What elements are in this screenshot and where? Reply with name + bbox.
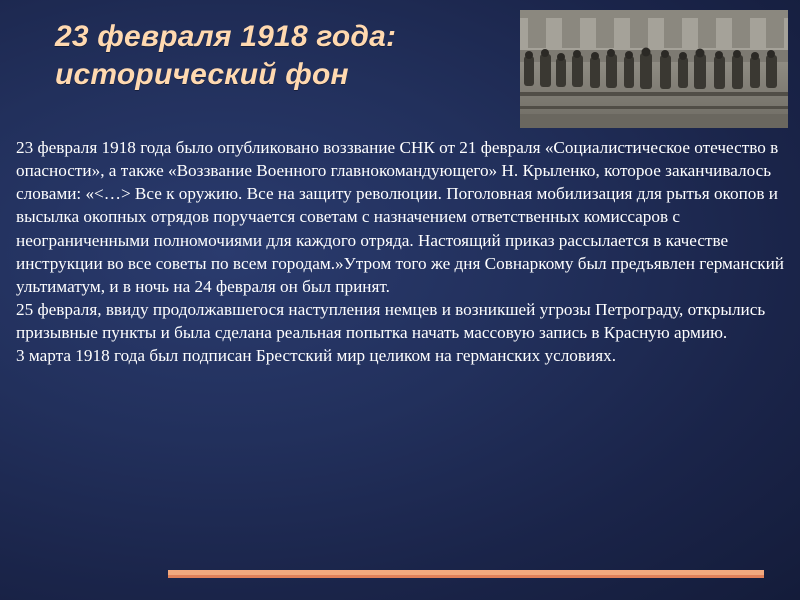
body-paragraph-3: 3 марта 1918 года был подписан Брестский мир целиком на германских условиях. — [16, 346, 617, 366]
page-title — [55, 18, 495, 95]
body-text — [16, 136, 784, 367]
accent-rule-bar — [168, 570, 764, 575]
historical-photo — [520, 10, 788, 128]
page-title-line-2: исторический фон — [55, 58, 349, 92]
accent-rule — [168, 570, 764, 580]
body-paragraph-2: 25 февраля, ввиду продолжавшегося наступления немцев и возникшей угрозы Петрограду, открылись призывные пункты и была сделана реальная попытка начать массовую запись в Красную армию. — [16, 299, 766, 342]
body-paragraph-1: 23 февраля 1918 года было опубликовано воззвание СНК от 21 февраля «Социалистическое отечество в опасности», а также «Воззвание Военного главнокомандующего» Н. Крыленко, которое заканчивалось словами: «<…> Все к оружию. Все на защиту революции. Поголовная мобилизация для рытья окопов и высылка окопных отрядов поручается советам с назначением ответственных комиссаров с неограниченными полномочиями для каждого отряда. Настоящий приказ рассылается в качестве инструкции во все советы по всем городам.»Утром того же дня Совнаркому был предъявлен германский ультиматум, и в ночь на 24 февраля он был принят. — [16, 138, 784, 296]
page-title-line-1: 23 февраля 1918 года: — [55, 20, 397, 53]
